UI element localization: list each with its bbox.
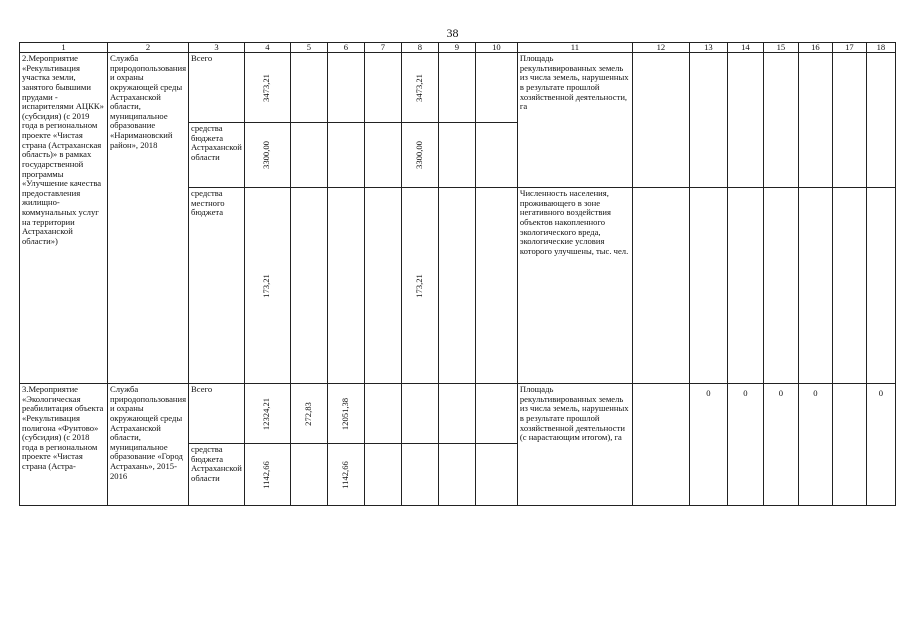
col-header: 3 xyxy=(189,43,245,53)
col-header: 10 xyxy=(475,43,517,53)
amount-cell xyxy=(244,444,290,506)
funding-source: Всего xyxy=(189,53,245,123)
funding-source: средства местного бюджета xyxy=(189,188,245,384)
col-header: 5 xyxy=(290,43,327,53)
funding-source: Всего xyxy=(189,384,245,444)
indicator-text: Площадь рекультивированных земель из числа земель, нарушенных в результате прошлой хозяйственной деятельности, га xyxy=(517,53,632,188)
measure-name: 3.Мероприятие «Экологическая реабилитация объекта «Рекультивация полигона «Фунтово» (субсидия) (с 2018 года в региональном проекте «Чистая страна (Астра- xyxy=(20,384,108,506)
amount-cell xyxy=(327,384,364,444)
indicator-value: 0 xyxy=(689,384,727,506)
amount-value: 12324,21 xyxy=(261,397,272,430)
amount-cell xyxy=(244,188,290,384)
amount-cell xyxy=(401,53,438,123)
col-header: 9 xyxy=(438,43,475,53)
indicator-text: Численность населения, проживающего в зоне негативного воздействия объектов накопленного экологического вреда, экологические условия которого улучшены, тыс. чел. xyxy=(517,188,632,384)
amount-value: 3300,00 xyxy=(414,141,425,169)
col-header: 1 xyxy=(20,43,108,53)
amount-cell xyxy=(401,188,438,384)
table-row xyxy=(20,53,896,123)
amount-value: 3473,21 xyxy=(414,73,425,102)
indicator-value: 0 xyxy=(798,384,832,506)
amount-value: 3473,21 xyxy=(261,73,272,102)
amount-cell xyxy=(244,123,290,188)
col-header: 6 xyxy=(327,43,364,53)
measure-executor: Служба природопользования и охраны окружающей среды Астраханской области, муниципальное образование «Наримановский район», 2018 xyxy=(108,53,189,384)
amount-value: 1142,66 xyxy=(261,460,272,489)
col-header: 12 xyxy=(632,43,689,53)
page-number: 38 xyxy=(446,26,459,40)
col-header: 17 xyxy=(832,43,866,53)
col-header: 18 xyxy=(866,43,895,53)
col-header: 8 xyxy=(401,43,438,53)
amount-value: 3300,00 xyxy=(261,141,272,169)
col-header: 14 xyxy=(727,43,763,53)
amount-cell xyxy=(244,384,290,444)
amount-value: 173,21 xyxy=(261,273,272,298)
program-measures-table xyxy=(19,42,896,506)
amount-cell xyxy=(401,123,438,188)
funding-source: средства бюджета Астраханской области xyxy=(189,444,245,506)
col-header: 7 xyxy=(364,43,401,53)
col-header: 2 xyxy=(108,43,189,53)
amount-cell xyxy=(290,384,327,444)
col-header: 13 xyxy=(689,43,727,53)
amount-value: 272,83 xyxy=(303,401,314,426)
indicator-text: Площадь рекультивированных земель из числа земель, нарушенных в результате прошлой хозяйственной деятельности (с нарастающим итогом), га xyxy=(517,384,632,506)
amount-cell xyxy=(327,444,364,506)
header-row xyxy=(20,43,896,53)
indicator-value: 0 xyxy=(866,384,895,506)
col-header: 16 xyxy=(798,43,832,53)
amount-value: 12051,38 xyxy=(340,397,351,430)
measure-executor: Служба природопользования и охраны окружающей среды Астраханской области, муниципальное образование «Город Астрахань», 2015-2016 xyxy=(108,384,189,506)
indicator-value: 0 xyxy=(763,384,798,506)
col-header: 4 xyxy=(244,43,290,53)
indicator-value: 0 xyxy=(727,384,763,506)
measure-name: 2.Мероприятие «Рекультивация участка земли, занятого бывшими прудами - испарителями АЦКК» (субсидия) (с 2019 года в региональном проекте «Чистая страна (Астраханская область)» в рамках государственной программы «Улучшение качества предоставления жилищно-коммунальных услуг на территории Астраханской области») xyxy=(20,53,108,384)
table-row xyxy=(20,384,896,444)
funding-source: средства бюджета Астраханской области xyxy=(189,123,245,188)
amount-cell xyxy=(244,53,290,123)
col-header: 11 xyxy=(517,43,632,53)
col-header: 15 xyxy=(763,43,798,53)
amount-value: 1142,66 xyxy=(340,460,351,489)
amount-value: 173,21 xyxy=(414,273,425,298)
